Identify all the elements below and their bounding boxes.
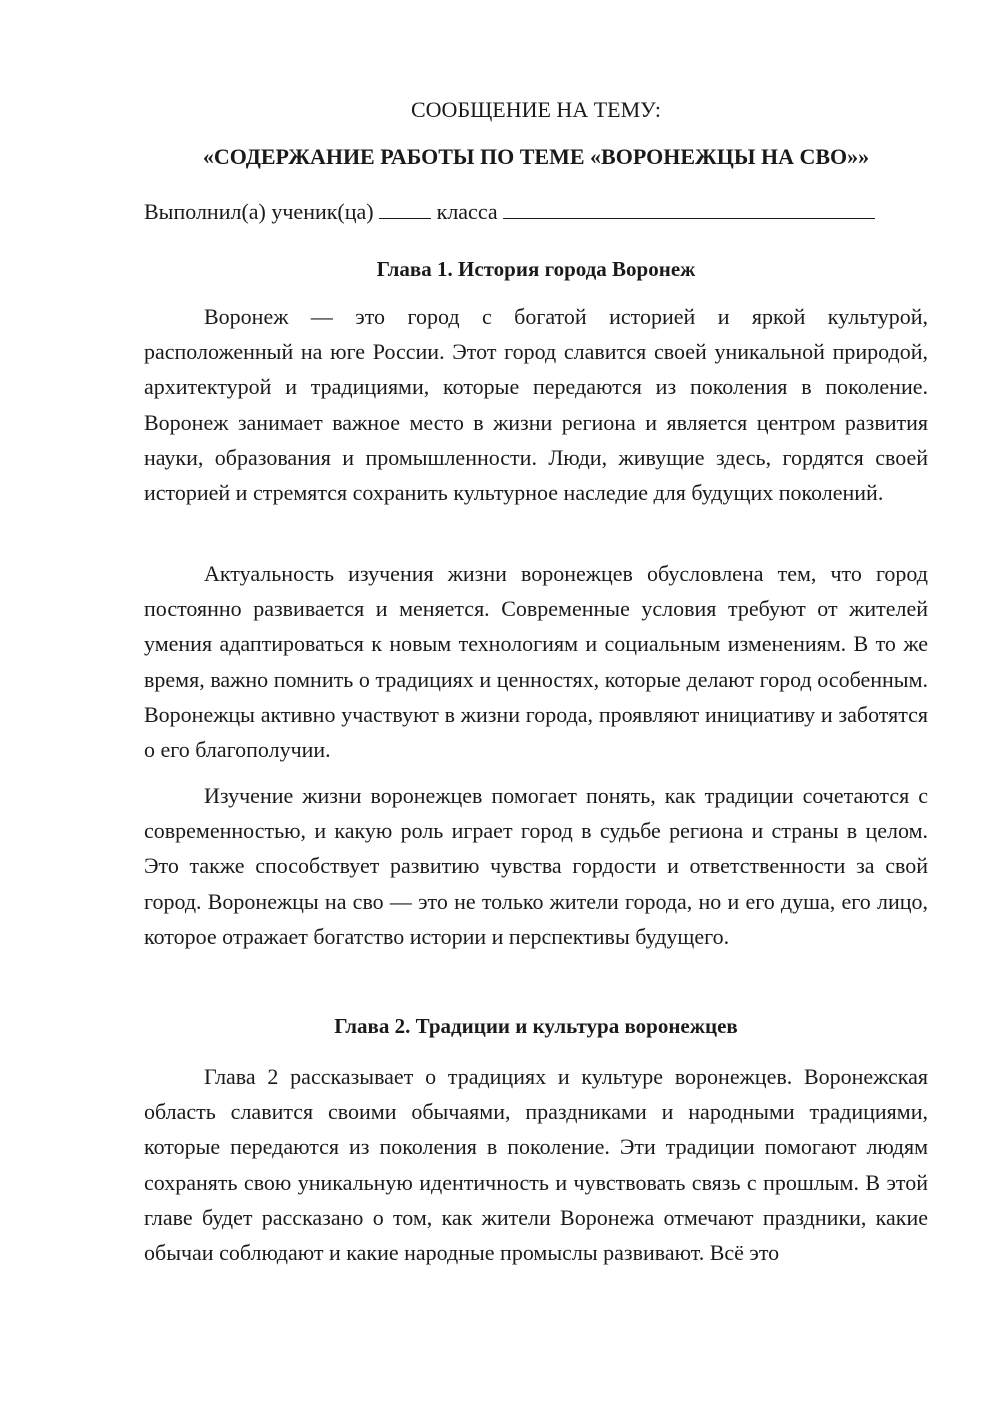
chapter-1-heading: Глава 1. История города Воронеж bbox=[376, 257, 696, 281]
title-line-2: «СОДЕРЖАНИЕ РАБОТЫ ПО ТЕМЕ «ВОРОНЕЖЦЫ НА СВО»» bbox=[202, 144, 870, 169]
chapter-2-heading: Глава 2. Традиции и культура воронежцев bbox=[334, 1014, 738, 1038]
author-line bbox=[144, 198, 928, 226]
name-blank bbox=[503, 198, 875, 219]
grade-blank bbox=[379, 198, 431, 219]
chapter-1-paragraph-2: Актуальность изучения жизни воронежцев обусловлена тем, что город постоянно развивается и меняется. Современные условия требуют от жителей умения адаптироваться к новым технологиям и социальным изменениям. В то же время, важно помнить о традициях и ценностях, которые делают город особенным. Воронежцы активно участвуют в жизни города, проявляют инициативу и заботятся о его благополучии. bbox=[144, 561, 928, 763]
chapter-1-paragraph-3: Изучение жизни воронежцев помогает понять, как традиции сочетаются с современностью, и какую роль играет город в судьбе региона и страны в целом. Это также способствует развитию чувства гордости и ответственности за свой город. Воронежцы на сво — это не только жители города, но и его душа, его лицо, которое отражает богатство истории и перспективы будущего. bbox=[144, 783, 928, 949]
chapter-1-paragraph-1: Воронеж — это город с богатой историей и яркой культурой, расположенный на юге России. Этот город славится своей уникальной природой, архитектурой и традициями, которые передаются из поколения в поколение. Воронеж занимает важное место в жизни региона и является центром развития науки, образования и промышленности. Люди, живущие здесь, гордятся своей историей и стремятся сохранить культурное наследие для будущих поколений. bbox=[144, 304, 928, 506]
author-class-label: класса bbox=[436, 199, 498, 224]
chapter-2-paragraph-1: Глава 2 рассказывает о традициях и культуре воронежцев. Воронежская область славится своими обычаями, праздниками и народными традициями, которые передаются из поколения в поколение. Эти традиции помогают людям сохранять свою уникальную идентичность и чувствовать связь с прошлым. В этой главе будет рассказано о том, как жители Воронежа отмечают праздники, какие обычаи соблюдают и какие народные промыслы развивают. Всё это bbox=[144, 1064, 928, 1266]
title-line-1: СООБЩЕНИЕ НА ТЕМУ: bbox=[411, 97, 661, 122]
author-prefix: Выполнил(а) ученик(ца) bbox=[144, 199, 374, 224]
